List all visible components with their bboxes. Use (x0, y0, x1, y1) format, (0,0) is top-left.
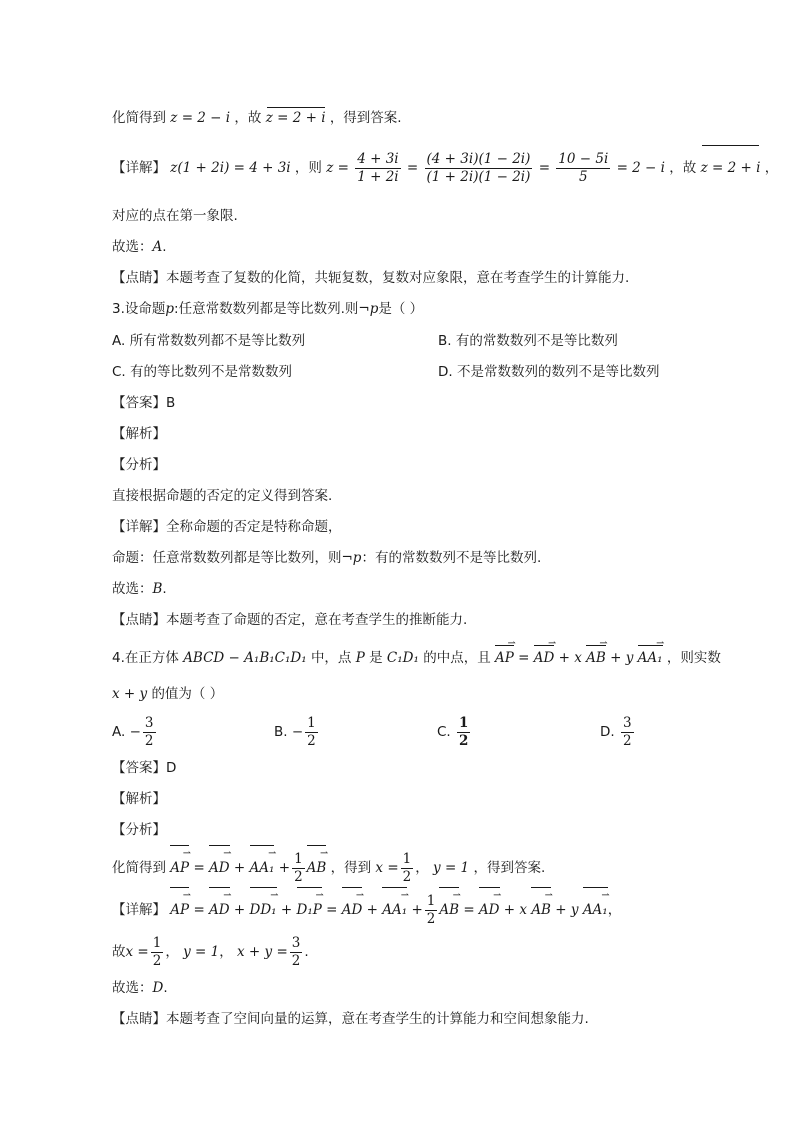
option-c: C. 有的等比数列不是常数数列 (112, 364, 293, 380)
numerator: 1 (152, 934, 162, 951)
numerator: 3 (622, 714, 632, 731)
vector: AD ⇀ (534, 648, 555, 668)
text: 的中点，且 (423, 650, 491, 666)
text: . (304, 944, 309, 960)
text-line: 【详解】全称命题的否定是特称命题， (112, 519, 342, 535)
text-line (112, 108, 734, 128)
math-operator: + (233, 860, 246, 876)
numerator: 3 (144, 714, 154, 731)
text: 是 (369, 650, 383, 666)
vector: AD ⇀ (342, 890, 363, 930)
fraction (457, 715, 470, 750)
vector: AD ⇀ (209, 848, 230, 888)
math-expression: + x (503, 902, 528, 918)
math-expression: P (355, 650, 365, 666)
text: 4.在正方体 (112, 650, 179, 666)
math-expression: x = (125, 944, 149, 960)
text: ， (764, 160, 779, 176)
option-label: C. (437, 724, 451, 740)
vector: AA₁ ⇀ (382, 890, 407, 930)
answer-letter: D (166, 760, 177, 776)
fraction (290, 935, 303, 970)
denominator: 2 (294, 868, 303, 885)
answer-line (112, 393, 734, 413)
denominator: 5 (578, 168, 588, 185)
option-b (274, 712, 320, 752)
fraction (621, 715, 634, 750)
math-expression: z = (326, 160, 349, 176)
math-expression: C₁D₁ (386, 650, 419, 666)
vector: AB ⇀ (439, 890, 459, 930)
vector: AB ⇀ (586, 648, 606, 668)
numerator: 1 (426, 892, 436, 909)
text: 故 (112, 944, 126, 960)
math-expression: + y (555, 902, 579, 918)
text: :任意常数数列都是等比数列.则 (174, 301, 359, 317)
text-line (112, 579, 734, 599)
fraction (556, 151, 610, 186)
math-expression: ¬p (341, 550, 362, 566)
text-line: 对应的点在第一象限. (112, 208, 238, 224)
vector: AB ⇀ (531, 890, 551, 930)
math-operator: − (129, 724, 141, 740)
text: ，得到答案. (473, 860, 546, 876)
text-line: 【点睛】本题考查了空间向量的运算，意在考查学生的计算能力和空间想象能力. (112, 1011, 589, 1027)
text: ，则 (294, 160, 322, 176)
text: 中，点 (310, 650, 352, 666)
math-operator: + (280, 902, 293, 918)
math-expression: x + y = (237, 944, 288, 960)
math-expression: z = 2 + i (265, 110, 326, 126)
fraction (355, 151, 400, 186)
math-expression: p (165, 301, 175, 317)
section-tag: 【详解】 (112, 160, 166, 176)
denominator: 2 (307, 732, 316, 749)
denominator: (1 + 2i)(1 − 2i) (426, 168, 531, 185)
math-operator: = (193, 902, 205, 918)
text: 故选： (112, 980, 153, 996)
math-operator: + (278, 860, 291, 876)
math-operator: = (463, 902, 475, 918)
denominator: 2 (622, 732, 632, 749)
text: 命题：任意常数数列都是等比数列，则 (112, 550, 342, 566)
text-line (112, 848, 734, 888)
text: . (162, 239, 167, 255)
numerator: 4 + 3i (357, 150, 399, 167)
text: ，故 (234, 110, 262, 126)
denominator: 2 (291, 952, 301, 969)
denominator: 2 (402, 868, 412, 885)
denominator: 2 (152, 952, 162, 969)
math-expression: ¬p (358, 301, 379, 317)
fraction (425, 151, 533, 186)
fraction (305, 715, 318, 750)
vector: AP ⇀ (170, 890, 189, 930)
option-c (437, 712, 472, 752)
math-expression: z = 2 − i (170, 110, 231, 126)
section-tag: 【分析】 (112, 822, 166, 838)
option-label: D. (600, 724, 615, 740)
text: 化简得到 (112, 110, 166, 126)
math-expression: x + y (112, 686, 148, 702)
text-line: 【详解】 z(1 + 2i) = 4 + 3i ，则 z = $\frac{4 + 3i}{1 + 2i}$ = $\frac{(4 + 3i)(1 - 2i)}{(1 + 2i)(1 - 2i)}$ = $\frac{10 - 5i}{5}$ = 2 − i ，故 z = 2 + i ， (112, 146, 734, 190)
math-operator: = (518, 650, 530, 666)
numerator: 1 (307, 714, 316, 731)
math-expression: z = 2 + i (701, 146, 761, 190)
option-d (600, 712, 636, 752)
vector: AP ⇀ (170, 848, 189, 888)
vector: DD₁ ⇀ (250, 890, 277, 930)
option-b: B. 有的常数数列不是等比数列 (438, 333, 618, 349)
section-tag: 【答案】 (112, 395, 166, 411)
text: 故选： (112, 239, 153, 255)
text: ，得到 (330, 860, 372, 876)
text: . (163, 980, 168, 996)
vector: AD ⇀ (209, 890, 230, 930)
text-line: 【点睛】本题考查了命题的否定，意在考查学生的推断能力. (112, 612, 468, 628)
math-operator: + (411, 902, 423, 918)
text: 的值为（ ） (151, 686, 224, 702)
math-expression: z(1 + 2i) = 4 + 3i (170, 160, 291, 176)
vector: AP ⇀ (495, 648, 514, 668)
text: 是（ ） (378, 301, 424, 317)
math-operator: = (193, 860, 205, 876)
text: ， (607, 902, 622, 918)
answer-letter: B (166, 395, 176, 411)
fraction (151, 935, 164, 970)
section-tag: 【答案】 (112, 760, 166, 776)
text-line: 【点睛】本题考查了复数的化简，共轭复数，复数对应象限，意在考查学生的计算能力. (112, 270, 630, 286)
text: ：有的常数数列不是等比数列. (361, 550, 542, 566)
vector: AD ⇀ (479, 890, 500, 930)
math-operator: + (366, 902, 378, 918)
answer-letter: B (152, 581, 163, 597)
text: ，故 (669, 160, 697, 176)
text-line (112, 978, 734, 998)
math-operator: + (233, 902, 246, 918)
section-tag: 【解析】 (112, 426, 166, 442)
text-line (112, 237, 734, 257)
fraction (292, 851, 305, 886)
vector: AA₁ ⇀ (583, 890, 608, 930)
numerator: 1 (402, 850, 412, 867)
option-d: D. 不是常数数列的数列不是等比数列 (438, 364, 660, 380)
denominator: 2 (426, 910, 436, 927)
numerator: 3 (291, 934, 301, 951)
numerator: 10 − 5i (558, 150, 609, 167)
answer-line (112, 758, 734, 778)
text: ，得到答案. (329, 110, 402, 126)
vector: AA₁ ⇀ (250, 848, 275, 888)
numerator: 1 (459, 714, 469, 731)
question-stem (112, 648, 734, 668)
math-expression: y = 1 (183, 944, 220, 960)
answer-letter: A (152, 239, 163, 255)
text: ，则实数 (666, 650, 721, 666)
section-tag: 【分析】 (112, 457, 166, 473)
text: 化简得到 (112, 860, 166, 876)
math-expression: = 2 − i (616, 160, 665, 176)
numerator: (4 + 3i)(1 − 2i) (426, 150, 531, 167)
math-expression: x = (375, 860, 399, 876)
option-label: B. (274, 724, 288, 740)
math-operator: = (326, 902, 338, 918)
text-line: 直接根据命题的否定的定义得到答案. (112, 488, 333, 504)
text: ， (165, 944, 179, 960)
text: 故选： (112, 581, 153, 597)
vector: AB ⇀ (307, 848, 327, 888)
fraction (425, 893, 438, 928)
denominator: 2 (144, 732, 154, 749)
text: . (162, 581, 167, 597)
text: ， (415, 860, 429, 876)
fraction (143, 715, 156, 750)
text: ， (219, 944, 233, 960)
text: 3.设命题 (112, 301, 166, 317)
math-expression: ABCD − A₁B₁C₁D₁ (183, 650, 307, 666)
denominator: 1 + 2i (357, 168, 399, 185)
option-label: A. (112, 724, 126, 740)
vector: D₁P ⇀ (297, 890, 322, 930)
math-expression: + x (558, 650, 582, 666)
text-line (112, 890, 734, 930)
section-tag: 【解析】 (112, 791, 166, 807)
question-stem-cont (112, 684, 734, 704)
vector: AA₁ ⇀ (638, 648, 663, 668)
option-a: A. 所有常数数列都不是等比数列 (112, 333, 306, 349)
answer-letter: D (152, 980, 164, 996)
question-stem (112, 299, 734, 319)
denominator: 2 (459, 732, 469, 749)
text-line (112, 548, 734, 568)
option-a (112, 712, 158, 752)
math-expression: + y (610, 650, 634, 666)
math-expression: y = 1 (433, 860, 470, 876)
section-tag: 【详解】 (112, 902, 166, 918)
numerator: 1 (294, 850, 303, 867)
text-line (112, 932, 734, 972)
math-operator: − (291, 724, 304, 740)
